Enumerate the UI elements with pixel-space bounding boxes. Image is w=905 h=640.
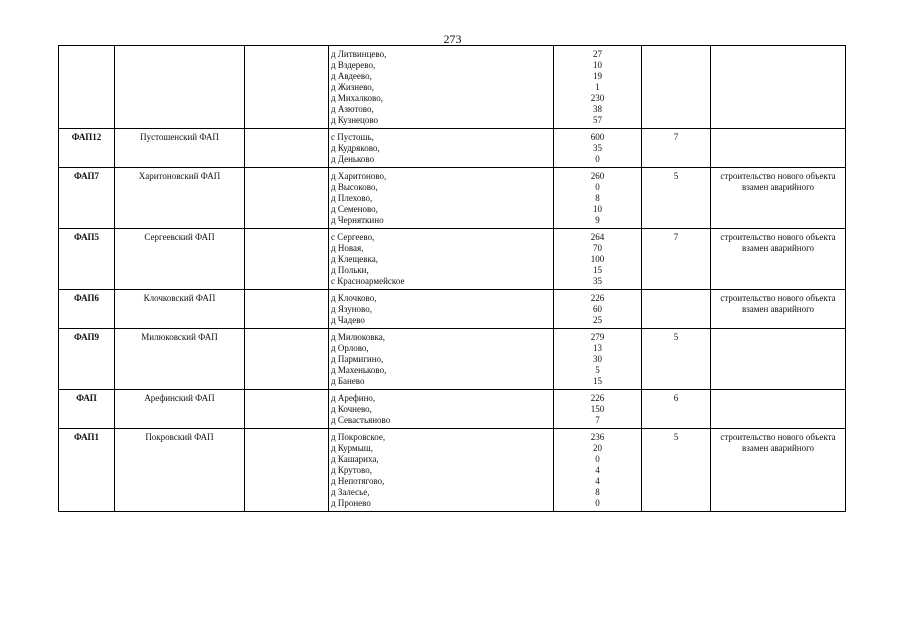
population-value: 70: [593, 243, 602, 253]
population-value: 30: [593, 354, 602, 364]
fap-name: Клочковский ФАП: [143, 293, 216, 303]
settlement-name: д Арефино,: [331, 393, 376, 403]
empty-cell: [245, 129, 329, 168]
population-cell: [554, 429, 642, 512]
settlement-name: д Покровское,: [331, 432, 386, 442]
staff-cell: [642, 46, 711, 129]
staff-value: 7: [673, 132, 679, 142]
population-value: 9: [595, 215, 600, 225]
population-value: 35: [593, 276, 602, 286]
settlements-cell: [329, 390, 554, 429]
fap-code-cell: [59, 290, 115, 329]
staff-value: 7: [673, 232, 679, 242]
settlement-name: с Пустошь,: [331, 132, 374, 142]
population-value: 236: [590, 432, 605, 442]
fap-name: Покровский ФАП: [145, 432, 214, 442]
population-value: 57: [593, 115, 602, 125]
settlement-name: д Банево: [331, 376, 365, 386]
empty-cell: [245, 390, 329, 429]
population-value: 38: [593, 104, 602, 114]
fap-name-cell: [115, 429, 245, 512]
population-value: 25: [593, 315, 602, 325]
note-cell: [711, 168, 846, 229]
note-cell: [711, 429, 846, 512]
population-value: 20: [593, 443, 602, 453]
settlement-name: д Авдеево,: [331, 71, 372, 81]
fap-code-cell: [59, 390, 115, 429]
note-cell: [711, 290, 846, 329]
population-value: 0: [595, 498, 600, 508]
settlement-name: д Крутово,: [331, 465, 372, 475]
table-row: [59, 329, 846, 390]
page-number: 273: [443, 32, 462, 46]
settlement-name: д Михалково,: [331, 93, 383, 103]
table-row: [59, 168, 846, 229]
table-row: [59, 290, 846, 329]
settlement-name: д Кашариха,: [331, 454, 379, 464]
fap-name-cell: [115, 329, 245, 390]
settlement-name: д Плехово,: [331, 193, 373, 203]
population-value: 60: [593, 304, 602, 314]
note-cell: [711, 329, 846, 390]
population-value: 226: [590, 393, 605, 403]
table-row: [59, 229, 846, 290]
fap-name-cell: [115, 229, 245, 290]
population-value: 1: [595, 82, 600, 92]
staff-cell: [642, 390, 711, 429]
population-cell: [554, 168, 642, 229]
population-value: 5: [595, 365, 600, 375]
settlement-name: д Язуново,: [331, 304, 372, 314]
population-value: 0: [595, 182, 600, 192]
settlement-name: д Кочнево,: [331, 404, 372, 414]
fap-code-cell: [59, 168, 115, 229]
population-value: 4: [595, 476, 600, 486]
fap-code: ФАП5: [74, 232, 99, 242]
population-value: 13: [593, 343, 602, 353]
staff-value: 5: [673, 171, 679, 181]
staff-cell: [642, 329, 711, 390]
settlement-name: д Клещевка,: [331, 254, 378, 264]
fap-code: ФАП: [76, 393, 97, 403]
fap-name: Арефинский ФАП: [144, 393, 215, 403]
fap-code-cell: [59, 229, 115, 290]
settlement-name: д Польки,: [331, 265, 369, 275]
settlement-name: д Кузнецово: [331, 115, 379, 125]
population-cell: [554, 46, 642, 129]
settlement-name: д Залесье,: [331, 487, 370, 497]
fap-name-cell: [115, 290, 245, 329]
population-cell: [554, 229, 642, 290]
fap-code: ФАП1: [74, 432, 99, 442]
population-value: 279: [590, 332, 605, 342]
settlement-name: д Чадево: [331, 315, 365, 325]
settlements-cell: [329, 329, 554, 390]
settlements-cell: [329, 168, 554, 229]
settlement-name: д Орлово,: [331, 343, 369, 353]
settlement-name: д Пармигино,: [331, 354, 384, 364]
population-cell: [554, 390, 642, 429]
staff-value: 5: [673, 332, 679, 342]
empty-cell: [245, 46, 329, 129]
population-value: 230: [590, 93, 605, 103]
population-cell: [554, 129, 642, 168]
settlements-cell: [329, 129, 554, 168]
note-cell: [711, 129, 846, 168]
settlement-name: с Сергеево,: [331, 232, 375, 242]
settlement-name: д Кудряково,: [331, 143, 380, 153]
population-value: 35: [593, 143, 602, 153]
settlement-name: д Махеньково,: [331, 365, 387, 375]
settlement-name: д Азютово,: [331, 104, 374, 114]
fap-code-cell: [59, 129, 115, 168]
population-value: 4: [595, 465, 600, 475]
population-value: 27: [593, 49, 602, 59]
staff-cell: [642, 429, 711, 512]
population-value: 264: [590, 232, 605, 242]
population-value: 10: [593, 60, 602, 70]
fap-name-cell: [115, 46, 245, 129]
settlement-name: д Деньково: [331, 154, 375, 164]
settlements-cell: [329, 46, 554, 129]
table-row: [59, 129, 846, 168]
population-value: 600: [590, 132, 605, 142]
population-value: 7: [595, 415, 600, 425]
population-value: 0: [595, 154, 600, 164]
settlement-name: д Семеново,: [331, 204, 378, 214]
empty-cell: [245, 168, 329, 229]
fap-code-cell: [59, 329, 115, 390]
staff-cell: [642, 168, 711, 229]
table-row: [59, 390, 846, 429]
empty-cell: [245, 329, 329, 390]
population-cell: [554, 329, 642, 390]
settlement-name: д Харитоново,: [331, 171, 387, 181]
population-value: 8: [595, 193, 600, 203]
fap-code: ФАП6: [74, 293, 99, 303]
population-value: 260: [590, 171, 605, 181]
staff-value: 6: [673, 393, 679, 403]
settlement-name: д Милюковка,: [331, 332, 386, 342]
fap-code-cell: [59, 429, 115, 512]
note-text: строительство нового объекта взамен аварийного: [720, 232, 836, 253]
population-value: 15: [593, 376, 602, 386]
table-body: [59, 46, 846, 512]
fap-name: Пустошенский ФАП: [140, 132, 219, 142]
settlements-cell: [329, 429, 554, 512]
note-text: строительство нового объекта взамен аварийного: [720, 293, 836, 314]
fap-name-cell: [115, 168, 245, 229]
settlement-name: д Клочково,: [331, 293, 377, 303]
fap-name: Милюковский ФАП: [141, 332, 218, 342]
note-cell: [711, 46, 846, 129]
settlement-name: д Севастьяново: [331, 415, 391, 425]
fap-code: ФАП7: [74, 171, 99, 181]
note-cell: [711, 229, 846, 290]
empty-cell: [245, 229, 329, 290]
population-cell: [554, 290, 642, 329]
fap-name-cell: [115, 129, 245, 168]
population-value: 15: [593, 265, 602, 275]
fap-name-cell: [115, 390, 245, 429]
staff-value: 5: [673, 432, 679, 442]
population-value: 100: [590, 254, 605, 264]
settlements-cell: [329, 229, 554, 290]
population-value: 8: [595, 487, 600, 497]
settlement-name: д Курмыш,: [331, 443, 373, 453]
settlement-name: д Пронево: [331, 498, 371, 508]
population-value: 19: [593, 71, 602, 81]
population-value: 10: [593, 204, 602, 214]
fap-code: ФАП9: [74, 332, 99, 342]
staff-cell: [642, 229, 711, 290]
empty-cell: [245, 429, 329, 512]
settlement-name: д Вздерево,: [331, 60, 376, 70]
fap-name: Харитоновский ФАП: [138, 171, 221, 181]
population-value: 226: [590, 293, 605, 303]
empty-cell: [245, 290, 329, 329]
staff-cell: [642, 129, 711, 168]
settlement-name: д Высоково,: [331, 182, 378, 192]
population-value: 150: [590, 404, 605, 414]
note-text: строительство нового объекта взамен аварийного: [720, 432, 836, 453]
fap-code: ФАП12: [71, 132, 102, 142]
note-cell: [711, 390, 846, 429]
fap-name: Сергеевский ФАП: [144, 232, 215, 242]
settlement-name: д Новая,: [331, 243, 364, 253]
note-text: строительство нового объекта взамен аварийного: [720, 171, 836, 192]
settlement-name: д Жизнево,: [331, 82, 375, 92]
settlements-cell: [329, 290, 554, 329]
fap-table: [58, 45, 846, 512]
settlement-name: д Литвинцево,: [331, 49, 387, 59]
table-row: [59, 429, 846, 512]
settlement-name: д Непотягово,: [331, 476, 385, 486]
staff-cell: [642, 290, 711, 329]
fap-code-cell: [59, 46, 115, 129]
population-value: 0: [595, 454, 600, 464]
table-row: [59, 46, 846, 129]
settlement-name: д Черняткино: [331, 215, 384, 225]
settlement-name: с Красноармейское: [331, 276, 405, 286]
